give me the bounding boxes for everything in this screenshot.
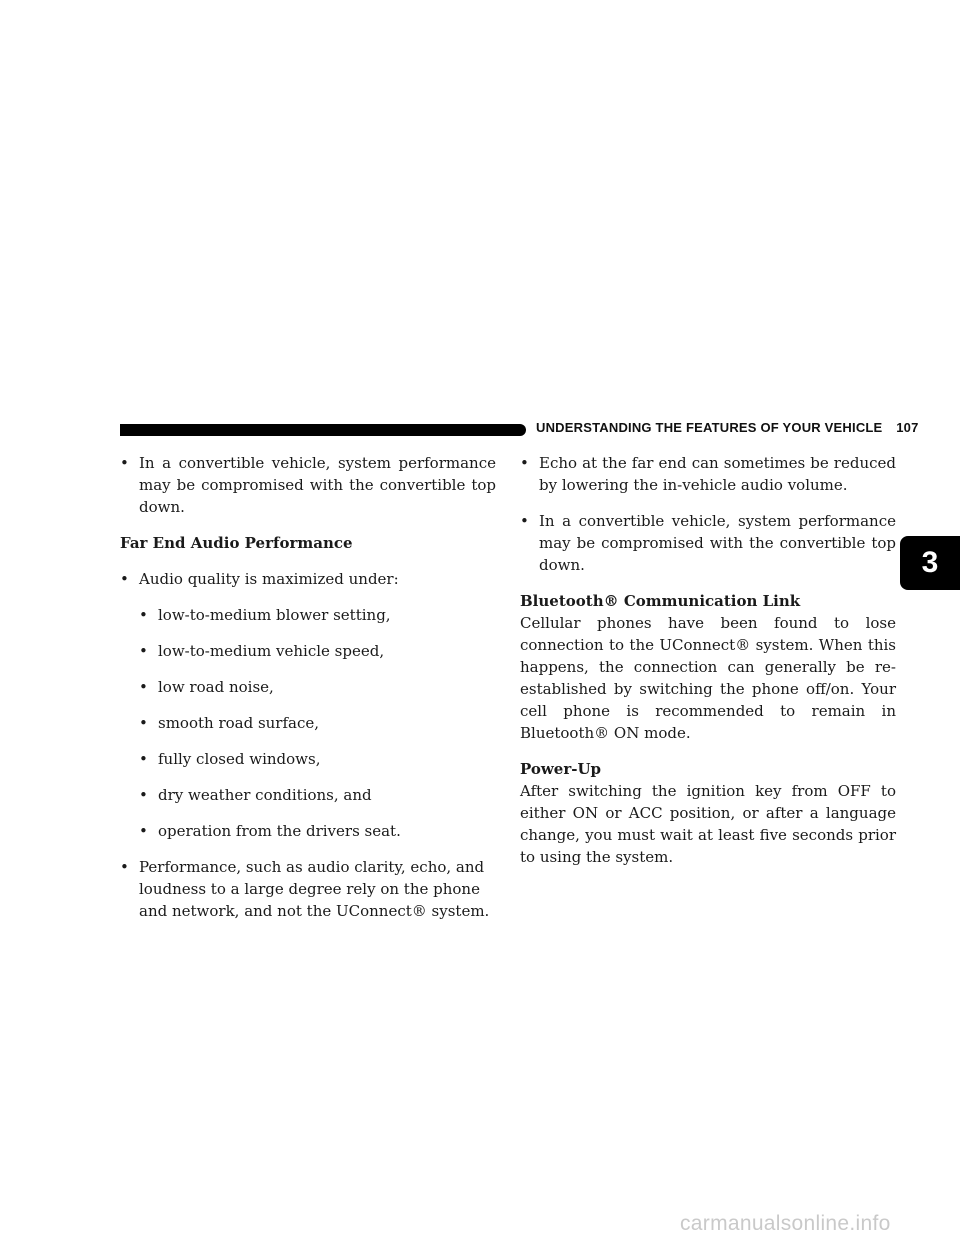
list-item: • In a convertible vehicle, system performance may be compromised with the convertible top down.	[120, 454, 496, 516]
bullet-icon: •	[139, 750, 148, 768]
right-column	[520, 452, 896, 882]
bullet-icon: •	[120, 570, 129, 588]
list-item: • Performance, such as audio clarity, echo, and loudness to a large degree rely on the phone and network, and not the UConnect® system.	[120, 858, 490, 920]
page-number: 107	[896, 420, 919, 435]
sub-list-item: • low road noise,	[139, 678, 274, 696]
bullet-icon: •	[520, 512, 529, 530]
list-item: • Echo at the far end can sometimes be reduced by lowering the in-vehicle audio volume.	[520, 454, 896, 494]
body-paragraph: Cellular phones have been found to lose connection to the UConnect® system. When this happens, the connection can generally be re-established by switching the phone off/on. Your cell phone is recommended to remain in Bluetooth® ON mode.	[520, 614, 896, 742]
bullet-icon: •	[120, 858, 129, 876]
bullet-icon: •	[520, 454, 529, 472]
body-paragraph: After switching the ignition key from OFF to either ON or ACC position, or after a language change, you must wait at least five seconds prior to using the system.	[520, 782, 896, 866]
bullet-icon: •	[139, 678, 148, 696]
bullet-icon: •	[120, 454, 129, 472]
sub-list-item: • fully closed windows,	[139, 750, 321, 768]
sub-list-item: • low-to-medium blower setting,	[139, 606, 391, 624]
section-title: UNDERSTANDING THE FEATURES OF YOUR VEHICLE	[536, 420, 883, 435]
list-item: • In a convertible vehicle, system performance may be compromised with the convertible top down.	[520, 512, 896, 574]
bullet-icon: •	[139, 714, 148, 732]
bullet-icon: •	[139, 606, 148, 624]
section-heading: Bluetooth® Communication Link	[520, 592, 801, 610]
watermark: carmanualsonline.info	[680, 1212, 891, 1235]
section-heading: Power-Up	[520, 760, 602, 778]
running-header	[536, 420, 919, 435]
left-column	[120, 452, 496, 936]
sub-list-item: • dry weather conditions, and	[139, 786, 372, 804]
list-item: • Audio quality is maximized under:	[120, 570, 399, 588]
chapter-tab: 3	[900, 536, 960, 590]
section-heading: Far End Audio Performance	[120, 534, 353, 552]
sub-list-item: • operation from the drivers seat.	[139, 822, 401, 840]
sub-list-item: • smooth road surface,	[139, 714, 320, 732]
header-rule	[120, 424, 526, 436]
bullet-icon: •	[139, 642, 148, 660]
bullet-icon: •	[139, 822, 148, 840]
sub-list-item: • low-to-medium vehicle speed,	[139, 642, 385, 660]
bullet-icon: •	[139, 786, 148, 804]
